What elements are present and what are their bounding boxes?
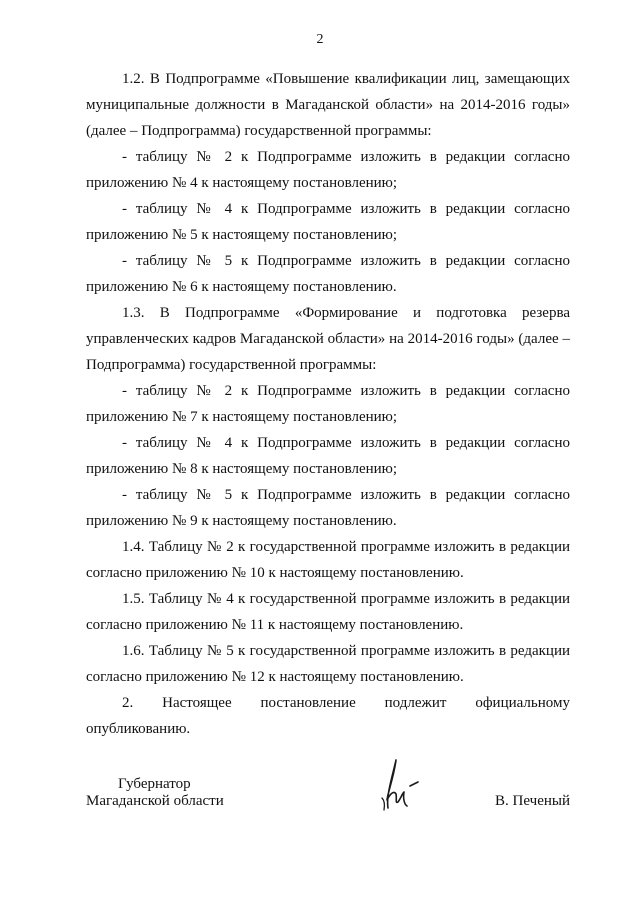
paragraph-1-2: 1.2. В Подпрограмме «Повышение квалификации лиц, замещающих муниципальные должности в Магаданской области» на 2014-2016 годы» (далее – Подпрограмма) государственной программы: [86,71,570,139]
paragraph-1-3-item-3: - таблицу № 5 к Подпрограмме изложить в редакции согласно приложению № 9 к настоящему постановлению. [86,487,570,529]
paragraph-1-3-item-1: - таблицу № 2 к Подпрограмме изложить в редакции согласно приложению № 7 к настоящему постановлению; [86,383,570,425]
document-body [86,66,570,742]
page-number: 2 [316,32,324,47]
paragraph-1-4: 1.4. Таблицу № 2 к государственной программе изложить в редакции согласно приложению № 10 к настоящему постановлению. [86,539,570,581]
paragraph-1-6: 1.6. Таблицу № 5 к государственной программе изложить в редакции согласно приложению № 12 к настоящему постановлению. [86,643,570,685]
paragraph-1-2-item-3: - таблицу № 5 к Подпрограмме изложить в редакции согласно приложению № 6 к настоящему постановлению. [86,253,570,295]
paragraph-1-2-item-1: - таблицу № 2 к Подпрограмме изложить в редакции согласно приложению № 4 к настоящему постановлению; [86,149,570,191]
paragraph-1-5: 1.5. Таблицу № 4 к государственной программе изложить в редакции согласно приложению № 11 к настоящему постановлению. [86,591,570,633]
paragraph-1-3: 1.3. В Подпрограмме «Формирование и подготовка резерва управленческих кадров Магаданской области» на 2014-2016 годы» (далее – Подпрограмма) государственной программы: [86,305,570,373]
signatory-name: В. Печеный [495,793,570,809]
paragraph-1-2-item-2: - таблицу № 4 к Подпрограмме изложить в редакции согласно приложению № 5 к настоящему постановлению; [86,201,570,243]
signatory-position-line1: Губернатор [118,776,191,792]
paragraph-1-3-item-2: - таблицу № 4 к Подпрограмме изложить в редакции согласно приложению № 8 к настоящему постановлению; [86,435,570,477]
paragraph-2: 2. Настоящее постановление подлежит официальному опубликованию. [86,695,570,737]
signatory-position-line2: Магаданской области [86,793,224,809]
signature-block [0,776,640,816]
